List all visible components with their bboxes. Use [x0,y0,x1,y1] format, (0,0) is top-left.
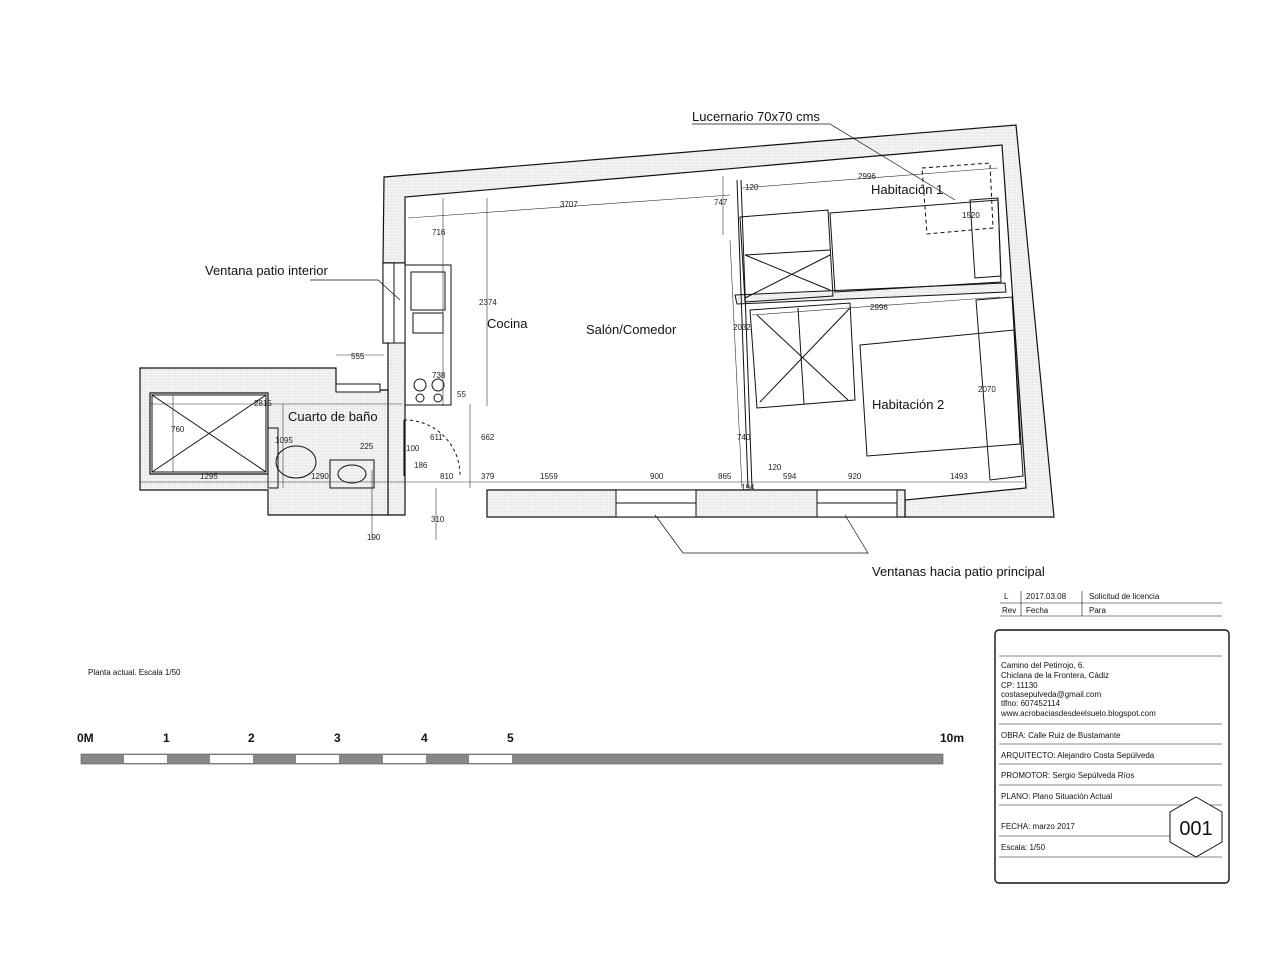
main-outer-wall [383,125,1054,517]
dim-186: 186 [414,461,428,470]
dim-2996-b: 2996 [870,303,888,312]
dim-55: 55 [457,390,466,399]
scale-label-0: 0M [77,731,94,745]
room-habitacion-1: Habitación 1 [871,182,944,197]
dim-920: 920 [848,472,862,481]
dim-594: 594 [783,472,797,481]
revision-para-value: Solicitud de licencia [1089,592,1160,601]
dim-738: 738 [432,371,446,380]
room-cocina: Cocina [487,316,528,331]
dim-740: 740 [737,433,751,442]
dim-2996-a: 2996 [858,172,876,181]
annotation-ventana-patio-interior: Ventana patio interior [205,263,328,278]
title-fecha: FECHA: marzo 2017 [1001,822,1075,831]
dim-190: 190 [367,533,381,542]
dim-611: 611 [430,433,443,442]
dim-2032: 2032 [733,323,751,332]
title-address-1: Camino del Petirrojo, 6. [1001,661,1085,670]
room-salon-comedor: Salón/Comedor [586,322,677,337]
title-cp: CP: 11130 [1001,681,1038,690]
bedroom-partition [735,283,1006,304]
dim-900: 900 [650,472,664,481]
dim-1520: 1520 [962,211,980,220]
title-escala: Escala: 1/50 [1001,843,1046,852]
dim-865: 865 [718,472,732,481]
title-email: costasepulveda@gmail.com [1001,690,1102,699]
dim-1295: 1295 [200,472,218,481]
dim-747: 747 [714,198,728,207]
title-web: www.acrobaciasdesdeelsuelo.blogspot.com [1001,709,1156,718]
dim-1559: 1559 [540,472,558,481]
scale-label-10m: 10m [940,731,965,745]
scale-label-2: 2 [248,731,255,745]
dim-225: 225 [360,442,374,451]
dim-100: 100 [406,444,420,453]
title-phone: tlfno: 607452114 [1001,699,1061,708]
revision-fecha-value: 2017.03.08 [1026,592,1067,601]
dim-2070: 2070 [978,385,996,394]
title-obra: OBRA: Calle Ruiz de Bustamante [1001,731,1121,740]
plan-caption: Planta actual. Escala 1/50 [88,668,181,677]
revision-rev-value: L [1004,592,1009,601]
title-block [995,630,1229,883]
dim-1290: 1290 [311,472,329,481]
dim-2374: 2374 [479,298,497,307]
room-habitacion-2: Habitación 2 [872,397,945,412]
dim-555: 555 [351,352,365,361]
annotation-ventanas-patio-principal: Ventanas hacia patio principal [872,564,1045,579]
revision-table [1000,591,1222,616]
revision-rev-label: Rev [1002,606,1017,615]
scale-label-3: 3 [334,731,341,745]
title-arquitecto: ARQUITECTO: Alejandro Costa Sepúlveda [1001,751,1155,760]
dim-760: 760 [171,425,185,434]
annotation-lucernario: Lucernario 70x70 cms [692,109,820,124]
title-plano: PLANO: Plano Situación Actual [1001,792,1113,801]
scale-label-1: 1 [163,731,170,745]
dim-1493: 1493 [950,472,968,481]
dim-810: 810 [440,472,454,481]
dim-1095: 1095 [275,436,293,445]
dim-120-a: 120 [745,183,759,192]
scale-label-4: 4 [421,731,428,745]
dim-194: 194 [741,483,755,492]
dim-120-b: 120 [768,463,782,472]
bedroom-furniture [740,163,1023,480]
dim-379: 379 [481,472,495,481]
kitchen-counter [405,265,451,405]
dim-2815: 2815 [254,399,272,408]
dim-310: 310 [431,515,445,524]
sheet-number: 001 [1179,818,1213,840]
scale-bar [77,731,964,764]
dim-3707: 3707 [560,200,578,209]
dim-662: 662 [481,433,495,442]
scale-label-5: 5 [507,731,514,745]
title-promotor: PROMOTOR: Sergio Sepúlveda Ríos [1001,771,1135,780]
revision-para-label: Para [1089,606,1106,615]
title-address-2: Chiclana de la Frontera, Cádiz [1001,671,1110,680]
revision-fecha-label: Fecha [1026,606,1049,615]
room-cuarto-de-bano: Cuarto de baño [288,409,378,424]
dim-716: 716 [432,228,446,237]
